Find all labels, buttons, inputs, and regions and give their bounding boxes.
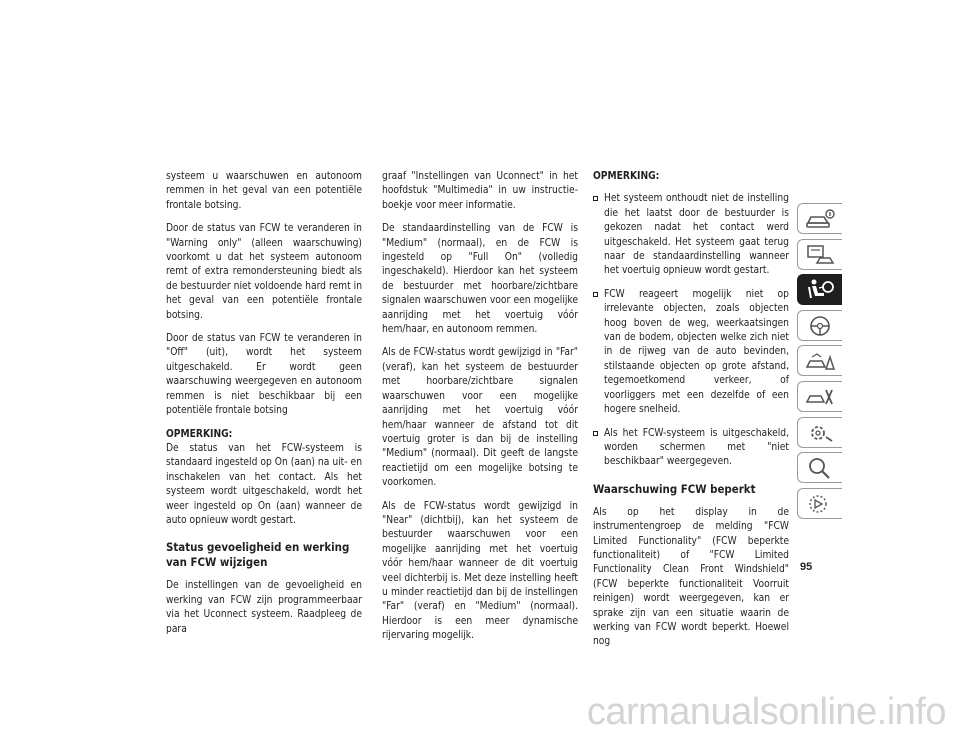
bullet-item: FCW reageert mogelijk niet op irrelevante objecten, zoals objecten hoog boven de weg, weerkaatsingen van de bodem, objecten welke zich niet in de rijweg van de auto bevinden, stilstaande objecten op grote afstand, tegemoetkomend verkeer, of voorliggers met een dezelfde of een hogere snelheid. <box>593 288 789 418</box>
column-right <box>593 170 789 659</box>
seated-person-airbag-icon <box>804 278 836 302</box>
section-heading: Waarschuwing FCW beperkt <box>593 481 756 496</box>
bullet-list <box>593 192 789 469</box>
paragraph: De instellingen van de gevoeligheid en werking van FCW zijn programmeerbaar via het Uconnect systeem. Raadpleeg de para <box>166 580 362 635</box>
tab-driving[interactable] <box>797 310 842 341</box>
tab-technical-data[interactable] <box>797 452 842 483</box>
column-middle <box>382 170 578 653</box>
car-display-icon <box>804 243 836 267</box>
tab-maintenance[interactable] <box>797 417 842 448</box>
column-left <box>166 170 362 646</box>
note-text: De status van het FCW-systeem is standaard ingesteld op On (aan) na uit- en inschakelen van het contact. Als het systeem wordt uitgeschakeld, wordt het weer ingesteld op On (aan) wanneer de auto opnieuw wordt gestart. <box>166 442 362 526</box>
note-title: OPMERKING: <box>166 428 233 440</box>
paragraph: Door de status van FCW te veranderen in "Off" (uit), wordt het systeem uitgeschakeld. Er wordt geen waarschuwing weergegeven en autonoom remmen is niet beschikbaar bij een potentiële frontale botsing <box>166 333 362 417</box>
tab-service[interactable] <box>797 381 842 412</box>
page-number: 95 <box>800 561 813 573</box>
bullet-item: Als het FCW-systeem is uitgeschakeld, worden schermen met "niet beschikbaar" weergegeven. <box>593 427 789 470</box>
multimedia-icon <box>804 492 836 516</box>
car-info-icon <box>804 207 836 231</box>
maintenance-gear-icon <box>804 421 836 445</box>
section-heading: Status gevoeligheid en werking van FCW wijzigen <box>166 540 350 570</box>
tab-emergency[interactable] <box>797 345 842 376</box>
tab-multimedia[interactable] <box>797 488 842 519</box>
chapter-tabs <box>797 203 842 523</box>
paragraph: Als de FCW-status wordt gewijzigd in "Far" (veraf), kan het systeem de bestuurder met hoorbare/zichtbare signalen waarschuwen voor een mogelijke aanrijding met het voertuig vóór hem/haar wanneer de afstand tot dit voertuig groter is dan bij de instelling "Medium" (normaal). Dit geeft de langste reactietijd om een mogelijke botsing te voorkomen. <box>382 347 578 489</box>
bullet-item: Het systeem onthoudt niet de instelling die het laatst door de bestuurder is gekozen nadat het contact werd uitgeschakeld. Het systeem gaat terug naar de standaardinstelling wanneer het voertuig opnieuw wordt gestart. <box>593 192 789 278</box>
steering-wheel-icon <box>804 314 836 338</box>
watermark-text: carmanualsonline.info <box>586 691 946 733</box>
paragraph: Als de FCW-status wordt gewijzigd in "Near" (dichtbij), kan het systeem de bestuurder waarschuwen voor een mogelijke aanrijding met het voertuig vóór hem/haar wanneer de dit voertuig veel dichterbij is. Met deze instelling heeft u minder reactietijd dan bij de instellingen "Far" (veraf) en "Medium" (normaal). Hierdoor is een meer dynamische rijervaring mogelijk. <box>382 500 578 642</box>
page-footer <box>0 682 960 742</box>
paragraph: systeem u waarschuwen en autonoom remmen in het geval van een potentiële frontale botsing. <box>166 171 362 211</box>
paragraph: Als op het display in de instrumentengroep de melding "FCW Limited Functionality" (FCW beperkte functionaliteit) of "FCW Limited Functionality Clean Front Windshield" (FCW beperkte functionaliteit Voorruit reinigen) wordt weergegeven, kan er sprake zijn van een situatie waarin de werking van FCW wordt beperkt. Hoewel nog <box>593 506 789 648</box>
paragraph: De standaardinstelling van de FCW is "Medium" (normaal), en de FCW is ingesteld op "Full On" (volledig ingeschakeld). Hierdoor kan het systeem de bestuurder met hoorbare/zichtbare signalen waarschuwen voor een mogelijke aanrijding met het voertuig vóór hem/haar, en autonoom remmen. <box>382 223 578 336</box>
paragraph: graaf "Instellingen van Uconnect" in het hoofdstuk "Multimedia" in uw instructieboekje voor meer informatie. <box>382 171 578 211</box>
tab-car-display[interactable] <box>797 239 842 270</box>
magnifier-icon <box>804 456 836 480</box>
service-tools-icon <box>804 385 836 409</box>
tab-safety[interactable] <box>797 274 842 305</box>
note-title: OPMERKING: <box>593 171 660 182</box>
tab-car-info[interactable] <box>797 203 842 234</box>
roadside-warning-icon <box>804 349 836 373</box>
paragraph: Door de status van FCW te veranderen in "Warning only" (alleen waarschuwing) voorkomt u dat het systeem autonoom remt of extra remondersteuning biedt als de bestuurder niet voldoende hard remt in het geval van een potentiële frontale botsing. <box>166 223 362 321</box>
